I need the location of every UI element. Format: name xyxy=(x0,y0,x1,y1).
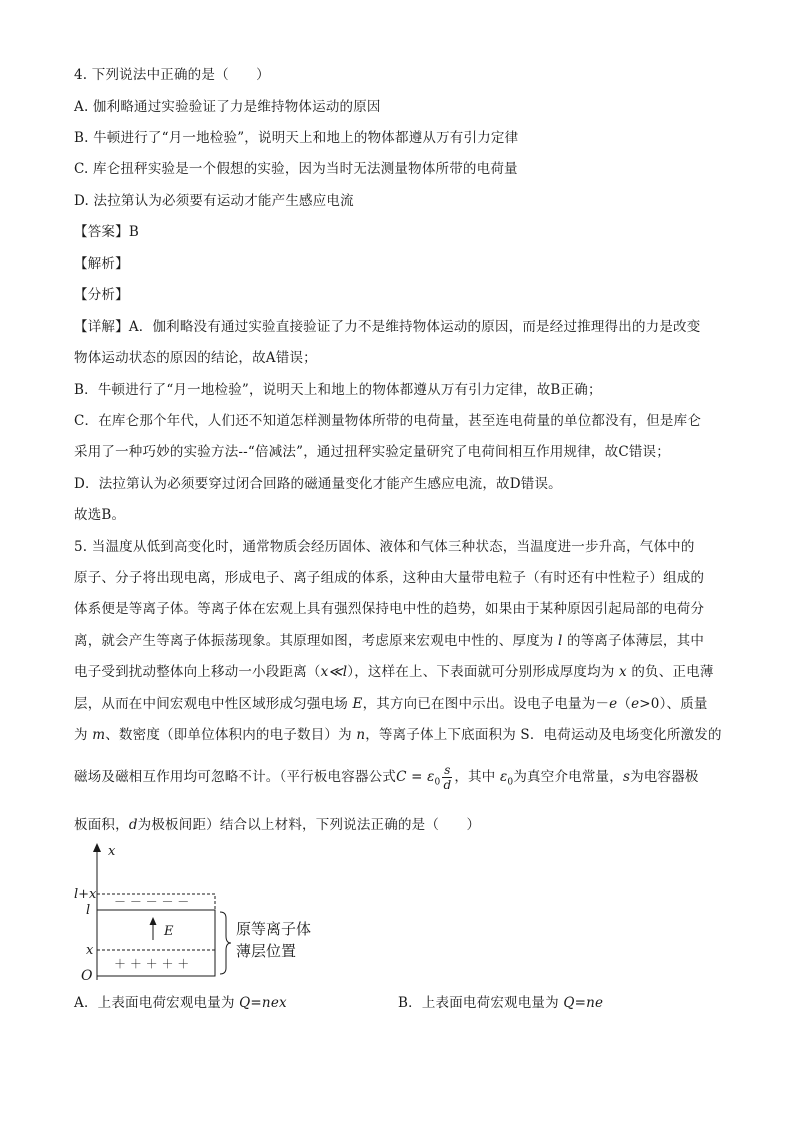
math-e: e xyxy=(609,696,618,712)
x-axis-label: x xyxy=(108,844,116,859)
text: 的等离子体薄层，其中 xyxy=(562,633,705,649)
math-e-cond: e xyxy=(631,696,640,712)
subscript: 0 xyxy=(507,777,514,788)
numerator: s xyxy=(444,763,451,777)
math-s: s xyxy=(622,769,631,785)
text: 为电容器极 xyxy=(630,769,699,785)
formula: Q=ne xyxy=(563,995,604,1011)
text: 电子受到扰动整体向上移动一小段距离（ xyxy=(74,664,321,680)
q4-option-c: C. 库仑扭秤实验是一个假想的实验，因为当时无法测量物体所带的电荷量 xyxy=(74,161,518,177)
field-label: E xyxy=(164,924,174,939)
math-cond: x≪l xyxy=(320,664,348,680)
text: 板面积， xyxy=(74,817,129,833)
math-x: x xyxy=(619,664,627,680)
math-l: l xyxy=(558,633,563,649)
q5-line-4 xyxy=(74,632,724,650)
q5-line-2: 原子、分子将出现电离，形成电子、离子组成的体系，这种由大量带电粒子（有时还有中性粒子）组成的 xyxy=(74,570,705,586)
math-epsilon: ε xyxy=(499,769,508,785)
q5-line-7 xyxy=(74,726,724,744)
q5-line-1: 5. 当温度从低到高变化时，通常物质会经历固体、液体和气体三种状态，当温度进一步升高，气体中的 xyxy=(74,539,695,555)
field-arrow-head xyxy=(150,917,157,925)
q4-stem: 4. 下列说法中正确的是（ ） xyxy=(74,67,270,83)
positive-charges: ＋ ＋ ＋ ＋ ＋ xyxy=(114,957,190,971)
q4-answer xyxy=(74,223,724,241)
text: A．上表面电荷宏观电量为 xyxy=(74,995,240,1011)
detail-label: 【详解】 xyxy=(74,319,129,335)
text: 的负、正电薄 xyxy=(626,664,714,680)
text: >0）、质量 xyxy=(639,696,708,712)
answer-value: B xyxy=(128,224,139,240)
text: 、数密度（即单位体积内的电子数目）为 xyxy=(105,727,357,743)
text: 磁场及磁相互作用均可忽略不计。（平行板电容器公式 xyxy=(74,769,397,785)
label-origin: O xyxy=(81,968,93,984)
q4-option-b: B. 牛顿进行了“月一地检验”，说明天上和地上的物体都遵从万有引力定律 xyxy=(74,130,519,146)
q4-option-d: D. 法拉第认为必须要有运动才能产生感应电流 xyxy=(74,193,354,209)
math-d: d xyxy=(128,817,138,833)
text: B．上表面电荷宏观电量为 xyxy=(398,995,564,1011)
label-l: l xyxy=(86,903,91,918)
conclusion: 故选B。 xyxy=(74,507,126,523)
answer-label: 【答案】 xyxy=(74,224,129,240)
caption-line-1: 原等离子体 xyxy=(236,920,312,938)
fenxi-label: 【分析】 xyxy=(74,287,129,303)
detail-line-3: B．牛顿进行了“月一地检验”，说明天上和地上的物体都遵从万有引力定律，故B正确； xyxy=(74,382,602,398)
q5-option-b xyxy=(398,994,718,1012)
text: （ xyxy=(617,696,632,712)
subscript: 0 xyxy=(434,777,441,788)
detail-line-6: D．法拉第认为必须要穿过闭合回路的磁通量变化才能产生感应电流，故D错误。 xyxy=(74,476,562,492)
fraction-s-over-d xyxy=(442,763,452,792)
math-m: m xyxy=(92,727,106,743)
detail-text: A．伽利略没有通过实验直接验证了力不是维持物体运动的原因，而是经过推理得出的力是改变 xyxy=(128,319,701,335)
denominator: d xyxy=(443,778,452,792)
q4-option-a: A. 伽利略通过实验验证了力是维持物体运动的原因 xyxy=(74,99,381,115)
text: ，等离子体上下底面积为 S．电荷运动及电场变化所激发的 xyxy=(365,727,722,743)
detail-line-4: C．在库仑那个年代，人们还不知道怎样测量物体所带的电荷量，甚至连电荷量的单位都没有，但是库仑 xyxy=(74,413,702,429)
analysis-label: 【解析】 xyxy=(74,256,129,272)
x-axis-arrowhead xyxy=(93,843,101,852)
caption-line-2: 薄层位置 xyxy=(236,942,297,960)
text: ，其方向已在图中示出。设电子电量为－ xyxy=(362,696,610,712)
negative-charges: － － － － － xyxy=(114,895,190,909)
capacitor-formula: C = ε xyxy=(396,769,435,785)
q5-line-9 xyxy=(74,816,724,834)
q5-line-6 xyxy=(74,695,724,713)
formula: Q=nex xyxy=(239,995,287,1011)
math-E: E xyxy=(352,696,363,712)
plasma-diagram xyxy=(74,840,334,990)
detail-line-5: 采用了一种巧妙的实验方法--“倍减法”，通过扭秤实验定量研究了电荷间相互作用规律，故C错误； xyxy=(74,444,670,460)
text: 为极板间距）结合以上材料，下列说法正确的是（ ） xyxy=(137,817,481,833)
q5-option-a xyxy=(74,994,394,1012)
brace-icon xyxy=(220,912,231,974)
detail-line-2: 物体运动状态的原因的结论，故A错误； xyxy=(74,350,317,366)
label-x: x xyxy=(86,943,94,958)
text: 为真空介电常量， xyxy=(513,769,623,785)
label-l-plus-x: l+x xyxy=(74,887,97,902)
q5-line-8 xyxy=(74,762,724,792)
text: 为 xyxy=(74,727,93,743)
detail-line-1 xyxy=(74,318,724,336)
q5-line-5 xyxy=(74,663,724,681)
q5-line-3: 体系便是等离子体。等离子体在宏观上具有强烈保持电中性的趋势，如果由于某种原因引起局部的电荷分 xyxy=(74,601,705,617)
text: 层，从而在中间宏观电中性区域形成匀强电场 xyxy=(74,696,353,712)
text: ），这样在上、下表面就可分别形成厚度均为 xyxy=(347,664,620,680)
math-n: n xyxy=(356,727,366,743)
text: ，其中 xyxy=(454,769,500,785)
text: 离，就会产生等离子体振荡现象。其原理如图，考虑原来宏观电中性的、厚度为 xyxy=(74,633,558,649)
